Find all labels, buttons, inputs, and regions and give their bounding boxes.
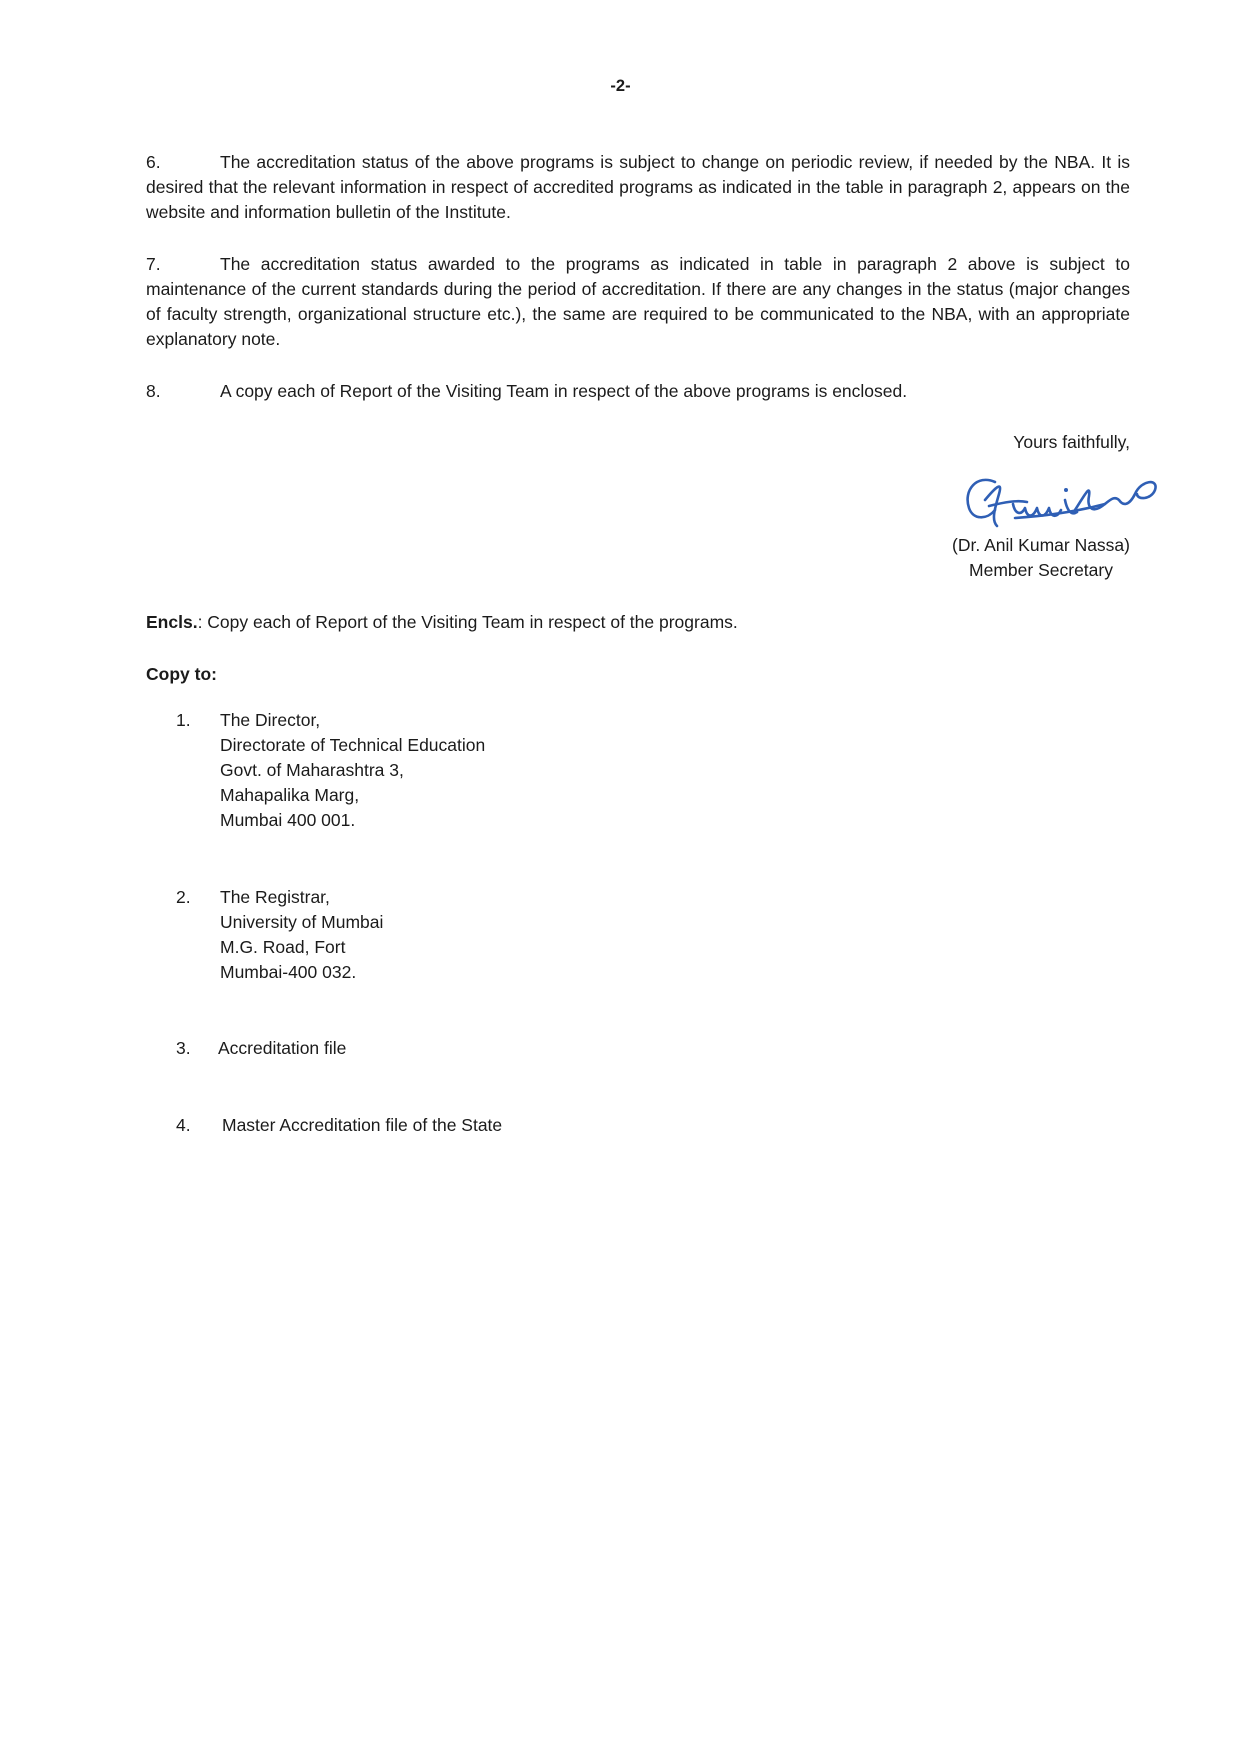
address-line: Mumbai-400 032. [220,962,357,982]
recipient-address [220,885,383,985]
enclosure-line [146,610,738,635]
address-line: Directorate of Technical Education [220,735,486,755]
paragraph-number: 6. [146,152,161,172]
address-line: The Director, [220,710,321,730]
paragraph-6 [146,150,1130,225]
signatory-block [952,533,1130,583]
signatory-name: (Dr. Anil Kumar Nassa) [952,535,1130,555]
enclosure-label: Encls. [146,612,198,632]
paragraph-7 [146,252,1130,352]
recipient-number: 2. [176,887,191,907]
paragraph-text: A copy each of Report of the Visiting Team in respect of the above programs is enclosed. [220,381,908,401]
paragraph-number: 8. [146,381,161,401]
paragraph-number: 7. [146,254,161,274]
signature-icon [955,460,1185,538]
recipient-address [220,708,485,833]
address-line: The Registrar, [220,887,330,907]
copy-to-heading: Copy to: [146,664,217,684]
address-line: Accreditation file [218,1038,347,1058]
recipient-address [222,1113,502,1138]
paragraph-8 [146,379,1130,404]
recipient-number: 1. [176,710,191,730]
closing-salutation: Yours faithfully, [1013,432,1130,452]
page-number: -2- [610,77,631,95]
address-line: Mumbai 400 001. [220,810,356,830]
signatory-title: Member Secretary [969,560,1113,580]
address-line: Govt. of Maharashtra 3, [220,760,404,780]
paragraph-text: The accreditation status awarded to the programs as indicated in table in paragraph 2 above is subject to maintenance of the current standards during the period of accreditation. If there are any changes in the status (major changes of faculty strength, organizational structure etc.), the same are required to be communicated to the NBA, with an appropriate explanatory note. [146,254,1130,349]
address-line: Master Accreditation file of the State [222,1115,503,1135]
address-line: University of Mumbai [220,912,384,932]
address-line: M.G. Road, Fort [220,937,346,957]
recipient-number: 4. [176,1115,191,1135]
paragraph-text: The accreditation status of the above programs is subject to change on periodic review, if needed by the NBA. It is desired that the relevant information in respect of accredited programs as indicated in the table in paragraph 2, appears on the website and information bulletin of the Institute. [146,152,1130,222]
recipient-address [218,1036,346,1061]
enclosure-text: : Copy each of Report of the Visiting Team in respect of the programs. [197,612,738,632]
recipient-number: 3. [176,1038,191,1058]
address-line: Mahapalika Marg, [220,785,360,805]
